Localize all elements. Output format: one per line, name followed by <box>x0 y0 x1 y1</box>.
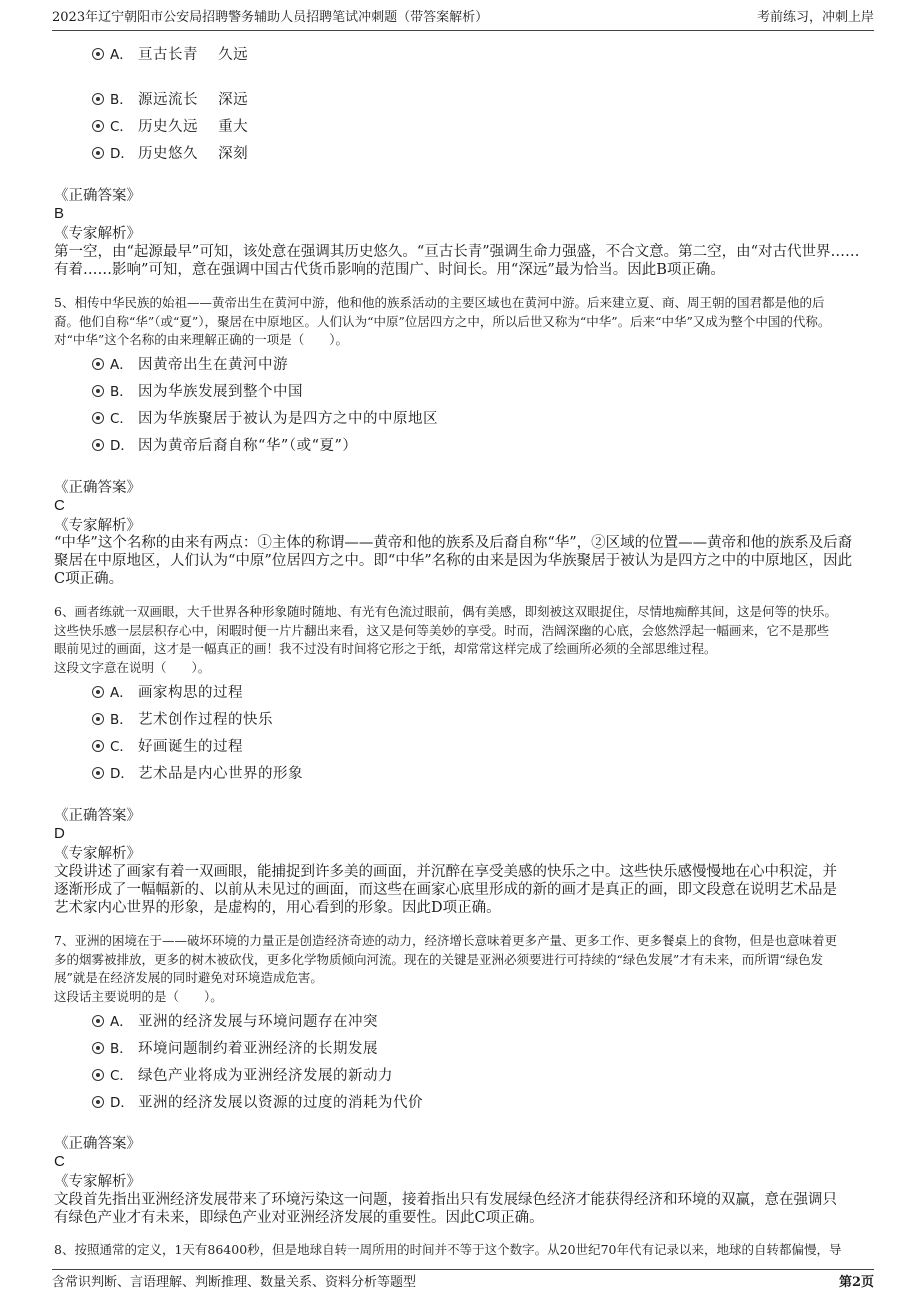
radio-icon[interactable] <box>92 1096 104 1108</box>
option-b[interactable]: B． 因为华族发展到整个中国 <box>92 381 303 403</box>
answer-value: C <box>54 1153 65 1170</box>
header-slogan: 考前练习，冲刺上岸 <box>756 10 874 25</box>
option-b[interactable]: B． 艺术创作过程的快乐 <box>92 709 273 731</box>
radio-icon[interactable] <box>92 767 104 779</box>
footer-note: 含常识判断、言语理解、判断推理、数量关系、资料分析等题型 <box>52 1275 417 1290</box>
radio-icon[interactable] <box>92 358 104 370</box>
option-d[interactable]: D． 因为黄帝后裔自称“华”（或“夏”） <box>92 435 357 457</box>
radio-icon[interactable] <box>92 439 104 451</box>
answer-label: 《正确答案》 <box>54 808 141 824</box>
analysis-label: 《专家解析》 <box>54 518 141 534</box>
answer-label: 《正确答案》 <box>54 480 141 496</box>
page-number: 第2页 <box>838 1275 874 1290</box>
question-stem: 6、画者练就一双画眼，大千世界各种形象随时随地、有光有色流过眼前，偶有美感，即刻被这双眼捉住，尽情地痴醉其间，这是何等的快乐。 这些快乐感一层层积存心中，闲暇时便一片片翻出来看，这又是何等美妙的享受。时而，浩阔深幽的心底，会悠然浮起一幅画来，它不是那些 眼前见过的画面，这才是一幅真正的画！我不过没有时间将它形之于纸，却常常这样完成了绘画所必须的全部思维过程。 这段文字意在说明（ ）。 <box>54 604 837 675</box>
option-a[interactable]: A． 亚洲的经济发展与环境问题存在冲突 <box>92 1011 378 1033</box>
option-d[interactable]: D． 亚洲的经济发展以资源的过度的消耗为代价 <box>92 1092 423 1114</box>
answer-label: 《正确答案》 <box>54 188 141 204</box>
option-b[interactable]: B． 环境问题制约着亚洲经济的长期发展 <box>92 1038 378 1060</box>
page-footer <box>52 1269 874 1294</box>
analysis-text: 文段首先指出亚洲经济发展带来了环境污染这一问题，接着指出只有发展绿色经济才能获得经济和环境的双赢，意在强调只 有绿色产业才有未来，即绿色产业对亚洲经济发展的重要性。因此C项正确。 <box>54 1192 837 1226</box>
question-stem: 8、按照通常的定义，1天有86400秒，但是地球自转一周所用的时间并不等于这个数字。从20世纪70年代有记录以来，地球的自转都偏慢，导 <box>54 1242 842 1257</box>
option-c[interactable]: C． 因为华族聚居于被认为是四方之中的中原地区 <box>92 408 438 430</box>
analysis-text: “中华”这个名称的由来有两点：①主体的称谓——黄帝和他的族系及后裔自称“华”，②区域的位置——黄帝和他的族系及后裔 聚居在中原地区，人们认为“中原”位居四方之中。即“中华”名称的由来是因为华族聚居于被认为是四方之中的中原地区，因此 C项正确。 <box>54 535 853 587</box>
radio-icon[interactable] <box>92 93 104 105</box>
question-stem: 7、亚洲的困境在于——破坏环境的力量正是创造经济奇迹的动力，经济增长意味着更多产量、更多工作、更多餐桌上的食物，但是也意味着更 多的烟雾被排放，更多的树木被砍伐，更多化学物质倾向河流。现在的关键是亚洲必须要进行可持续的“绿色发展”才有未来，而所谓“绿色发 展”就是在经济发展的同时避免对环境造成危害。 这段话主要说明的是（ ）。 <box>54 933 837 1004</box>
document-title: 2023年辽宁朝阳市公安局招聘警务辅助人员招聘笔试冲刺题（带答案解析） <box>52 10 489 25</box>
radio-icon[interactable] <box>92 147 104 159</box>
analysis-label: 《专家解析》 <box>54 226 141 242</box>
radio-icon[interactable] <box>92 412 104 424</box>
question-stem: 5、相传中华民族的始祖——黄帝出生在黄河中游，他和他的族系活动的主要区域也在黄河中游。后来建立夏、商、周王朝的国君都是他的后 裔。他们自称“华”（或“夏”），聚居在中原地区。人们认为“中原”位居四方之中，所以后世又称为“中华”。后来“中华”又成为整个中国的代称。 对“中华”这个名称的由来理解正确的一项是（ ）。 <box>54 295 831 347</box>
radio-icon[interactable] <box>92 385 104 397</box>
analysis-label: 《专家解析》 <box>54 846 141 862</box>
option-a[interactable]: A． 画家构思的过程 <box>92 682 243 704</box>
answer-value: C <box>54 497 65 514</box>
answer-value: B <box>54 205 65 222</box>
answer-label: 《正确答案》 <box>54 1136 141 1152</box>
option-b[interactable]: B． 源远流长 深远 <box>92 89 248 111</box>
radio-icon[interactable] <box>92 740 104 752</box>
option-d[interactable]: D． 历史悠久 深刻 <box>92 143 248 165</box>
option-a[interactable]: A． 因黄帝出生在黄河中游 <box>92 354 288 376</box>
option-d[interactable]: D． 艺术品是内心世界的形象 <box>92 763 303 785</box>
option-c[interactable]: C． 绿色产业将成为亚洲经济发展的新动力 <box>92 1065 393 1087</box>
answer-value: D <box>54 825 65 842</box>
radio-icon[interactable] <box>92 120 104 132</box>
radio-icon[interactable] <box>92 686 104 698</box>
radio-icon[interactable] <box>92 713 104 725</box>
analysis-text: 文段讲述了画家有着一双画眼，能捕捉到许多美的画面，并沉醉在享受美感的快乐之中。这些快乐感慢慢地在心中积淀，并 逐渐形成了一幅幅新的、以前从未见过的画面，而这些在画家心底里形成的新的画才是真正的画，即文段意在说明艺术品是 艺术家内心世界的形象，是虚构的，用心看到的形象。因此D项正确。 <box>54 864 837 916</box>
option-c[interactable]: C． 历史久远 重大 <box>92 116 248 138</box>
radio-icon[interactable] <box>92 1069 104 1081</box>
radio-icon[interactable] <box>92 48 104 60</box>
page-header <box>52 8 874 31</box>
radio-icon[interactable] <box>92 1015 104 1027</box>
option-c[interactable]: C． 好画诞生的过程 <box>92 736 243 758</box>
analysis-label: 《专家解析》 <box>54 1174 141 1190</box>
radio-icon[interactable] <box>92 1042 104 1054</box>
option-a[interactable]: A． 亘古长青 久远 <box>92 44 248 66</box>
analysis-text: 第一空，由“起源最早”可知，该处意在强调其历史悠久。“亘古长青”强调生命力强盛，不合文意。第二空，由“对古代世界…… 有着……影响”可知，意在强调中国古代货币影响的范围广、时间长。用“深远”最为恰当。因此B项正确。 <box>54 244 860 278</box>
